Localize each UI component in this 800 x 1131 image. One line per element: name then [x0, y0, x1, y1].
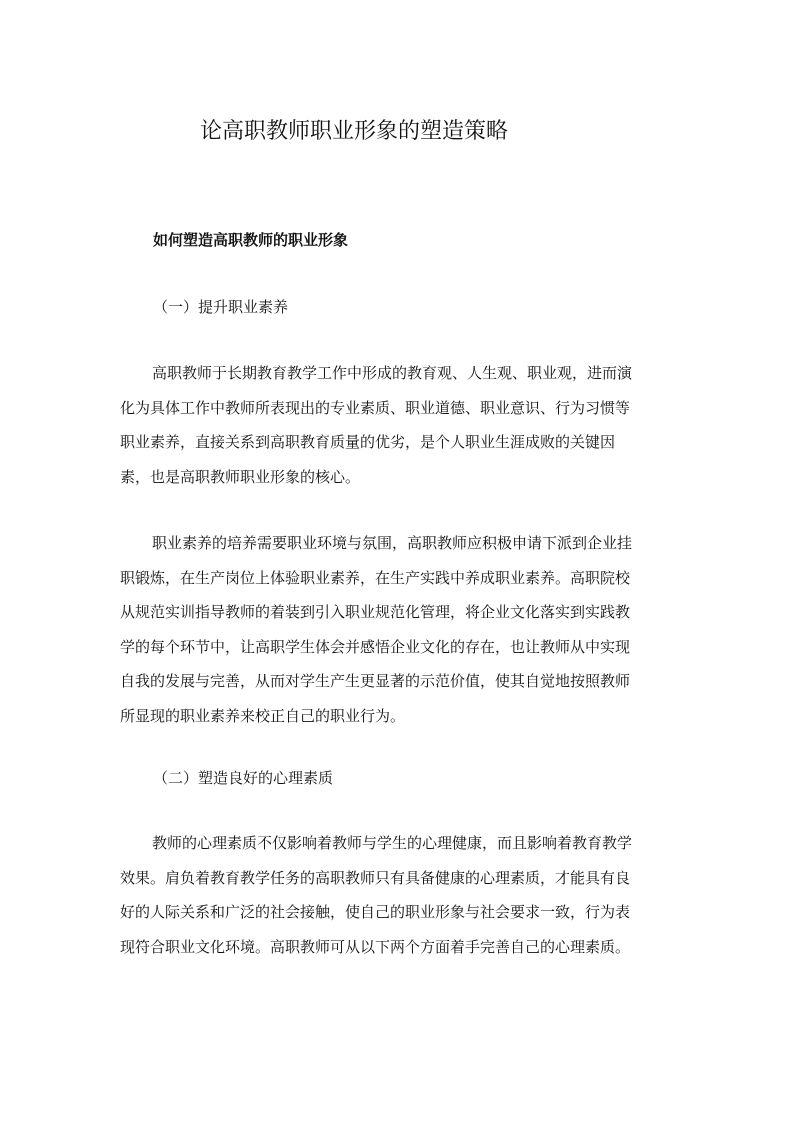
paragraph-line: 现符合职业文化环境。高职教师可从以下两个方面着手完善自己的心理素质。 — [120, 937, 631, 956]
paragraph-line: 高职教师于长期教育教学工作中形成的教育观、人生观、职业观，进而演 — [152, 364, 633, 382]
paragraph-line: 化为具体工作中教师所表现出的专业素质、职业道德、职业意识、行为习惯等 — [120, 398, 631, 417]
paragraph-line: 职锻炼，在生产岗位上体验职业素养，在生产实践中养成职业素养。高职院校 — [120, 568, 631, 587]
paragraph-line: 自我的发展与完善，从而对学生产生更显著的示范价值，使其自觉地按照教师 — [120, 672, 631, 690]
section-heading-1: （一）提升职业素养 — [153, 298, 289, 316]
section-heading-2: （二）塑造良好的心理素质 — [153, 769, 334, 787]
document-subtitle: 如何塑造高职教师的职业形象 — [153, 231, 349, 249]
paragraph-line: 效果。肩负着教育教学任务的高职教师只有具备健康的心理素质，才能具有良 — [120, 868, 631, 887]
paragraph-line: 职业素养的培养需要职业环境与氛围，高职教师应积极申请下派到企业挂 — [152, 534, 633, 552]
paragraph-line: 所显现的职业素养来校正自己的职业行为。 — [120, 706, 406, 725]
document-title: 论高职教师职业形象的塑造策略 — [200, 119, 509, 144]
paragraph-line: 从规范实训指导教师的着装到引入职业规范化管理，将企业文化落实到实践教 — [120, 603, 631, 621]
paragraph-line: 素，也是高职教师职业形象的核心。 — [120, 467, 361, 486]
paragraph-3 — [120, 826, 686, 964]
paragraph-2 — [120, 526, 686, 733]
paragraph-line: 学的每个环节中，让高职学生体会并感悟企业文化的存在，也让教师从中实现 — [120, 637, 631, 656]
paragraph-line: 教师的心理素质不仅影响着教师与学生的心理健康，而且影响着教育教学 — [152, 834, 633, 852]
paragraph-line: 好的人际关系和广泛的社会接触，使自己的职业形象与社会要求一致，行为表 — [120, 903, 631, 921]
paragraph-1 — [120, 356, 686, 494]
paragraph-line: 职业素养，直接关系到高职教育质量的优劣，是个人职业生涯成败的关键因 — [120, 433, 616, 451]
